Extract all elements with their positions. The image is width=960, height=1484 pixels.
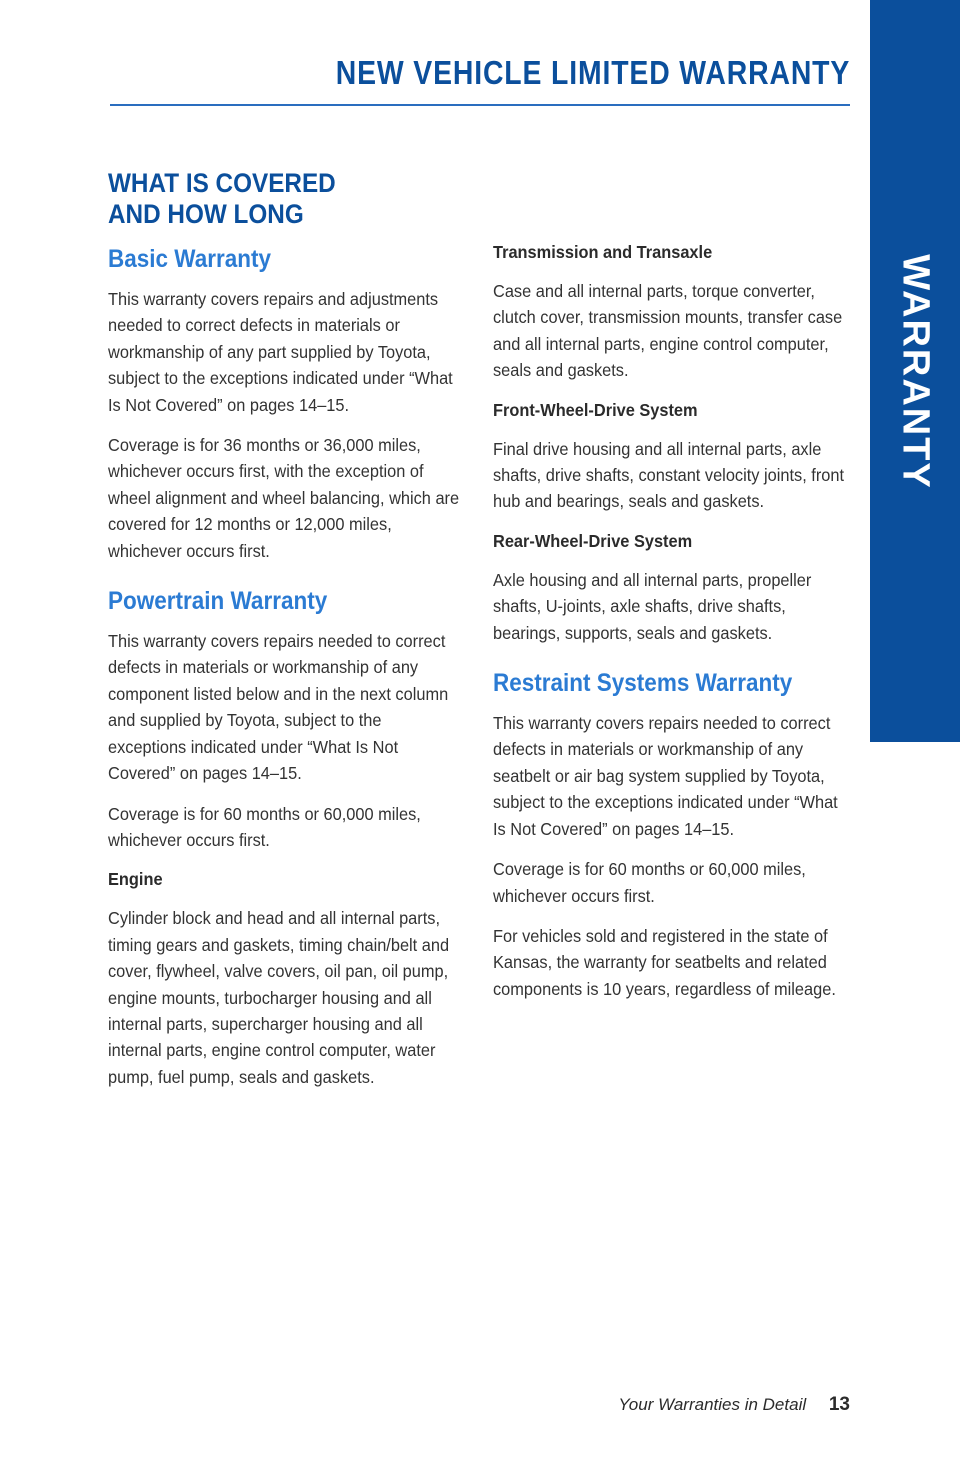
powertrain-warranty-coverage: Coverage is for 60 months or 60,000 miles, whichever occurs first. bbox=[108, 803, 421, 850]
page-title: NEW VEHICLE LIMITED WARRANTY bbox=[335, 54, 850, 91]
engine-subheading: Engine bbox=[108, 869, 163, 890]
basic-warranty-coverage: Coverage is for 36 months or 36,000 miles, whichever occurs first, with the exception of wheel alignment and wheel balancing, which are covered for 12 months or 12,000 miles, whichever occurs first. bbox=[108, 435, 460, 561]
side-tab-label: WARRANTY bbox=[894, 254, 937, 490]
section-title-line1: WHAT IS COVERED bbox=[108, 168, 336, 198]
powertrain-warranty-heading: Powertrain Warranty bbox=[108, 587, 328, 616]
section-title bbox=[108, 168, 432, 230]
header-divider bbox=[110, 104, 850, 106]
left-column bbox=[108, 168, 468, 1104]
rwd-subheading: Rear-Wheel-Drive System bbox=[493, 530, 693, 551]
right-column bbox=[493, 240, 853, 1016]
engine-components: Cylinder block and head and all internal parts, timing gears and gaskets, timing chain/belt and cover, flywheel, valve covers, oil pan, oil pump, engine mounts, turbocharger housing and all internal parts, supercharger housing and all internal parts, engine control computer, water pump, fuel pump, seals and gaskets. bbox=[108, 908, 450, 1087]
restraint-warranty-coverage: Coverage is for 60 months or 60,000 miles, whichever occurs first. bbox=[493, 859, 806, 906]
transmission-components: Case and all internal parts, torque converter, clutch cover, transmission mounts, transfer case and all internal parts, engine control computer, seals and gaskets. bbox=[493, 281, 843, 381]
restraint-warranty-heading: Restraint Systems Warranty bbox=[493, 669, 793, 698]
transmission-subheading: Transmission and Transaxle bbox=[493, 242, 713, 262]
footer-label: Your Warranties in Detail bbox=[618, 1395, 807, 1414]
section-title-line2: AND HOW LONG bbox=[108, 199, 304, 229]
page-number: 13 bbox=[828, 1394, 850, 1415]
page-footer bbox=[618, 1394, 850, 1416]
side-section-tab bbox=[870, 0, 960, 742]
fwd-components: Final drive housing and all internal parts, axle shafts, drive shafts, constant velocity joints, front hub and bearings, seals and gaskets. bbox=[493, 438, 845, 512]
powertrain-warranty-description: This warranty covers repairs needed to correct defects in materials or workmanship of any component listed below and in the next column and supplied by Toyota, subject to the exceptions indicated under “What Is Not Covered” on pages 14–15. bbox=[108, 631, 449, 784]
restraint-warranty-description: This warranty covers repairs needed to correct defects in materials or workmanship of any seatbelt or air bag system supplied by Toyota, subject to the exceptions indicated under “What Is Not Covered” on pages 14–15. bbox=[493, 713, 838, 839]
fwd-subheading: Front-Wheel-Drive System bbox=[493, 399, 698, 420]
restraint-kansas-note: For vehicles sold and registered in the state of Kansas, the warranty for seatbelts and related components is 10 years, regardless of mileage. bbox=[493, 925, 836, 999]
basic-warranty-heading: Basic Warranty bbox=[108, 245, 271, 273]
rwd-components: Axle housing and all internal parts, propeller shafts, U-joints, axle shafts, drive shafts, bearings, supports, seals and gaskets. bbox=[493, 569, 812, 643]
basic-warranty-description: This warranty covers repairs and adjustments needed to correct defects in materials or workmanship of any part supplied by Toyota, subject to the exceptions indicated under “What Is Not Covered” on pages 14–15. bbox=[108, 289, 453, 415]
